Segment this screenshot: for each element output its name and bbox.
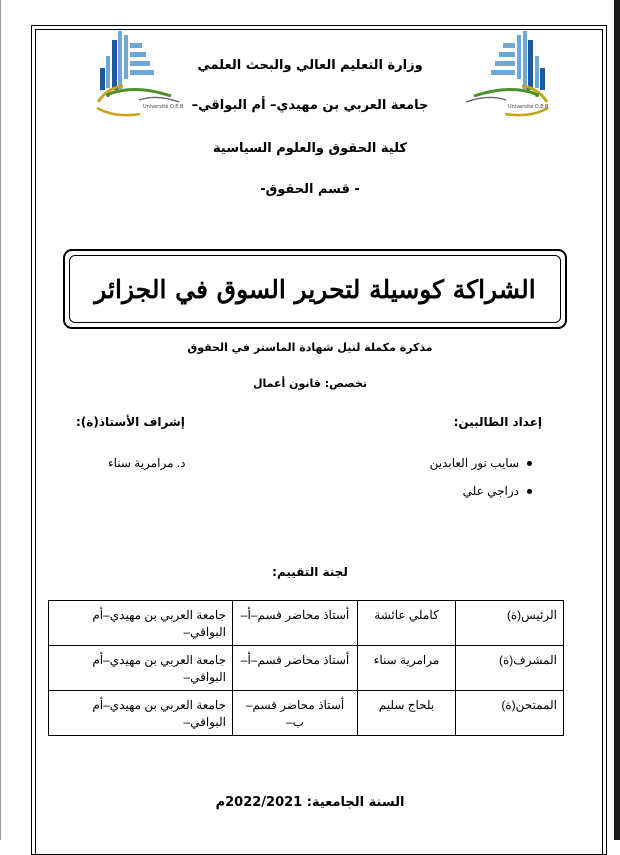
department-name: - قسم الحقوق- <box>260 182 360 197</box>
bullet-icon <box>527 489 532 494</box>
table-row <box>49 691 564 736</box>
student-name: دراجي علي <box>462 484 519 498</box>
committee-member-university: جامعة العربي بن مهيدي–أم البواقي– <box>49 601 233 646</box>
supervisor-label: إشراف الأستاذ(ة): <box>76 415 185 429</box>
committee-label: لجنة التقييم: <box>272 565 348 579</box>
page-edge-right <box>614 0 620 840</box>
committee-member-name: بلحاج سليم <box>358 691 456 736</box>
university-name: جامعة العربي بن مهيدي– أم البواقي– <box>191 98 429 113</box>
ministry-name: وزارة التعليم العالي والبحث العلمي <box>197 58 423 73</box>
committee-member-rank: أستاذ محاضر قسم–ب– <box>233 691 358 736</box>
thesis-title: الشراكة كوسيلة لتحرير السوق في الجزائر <box>94 274 536 304</box>
committee-table <box>48 600 564 736</box>
committee-member-rank: أستاذ محاضر قسم–أ– <box>233 646 358 691</box>
table-row <box>49 646 564 691</box>
committee-role: الممتحن(ة) <box>456 691 564 736</box>
committee-member-university: جامعة العربي بن مهيدي–أم البواقي– <box>49 691 233 736</box>
faculty-name: كلية الحقوق والعلوم السياسية <box>213 141 407 156</box>
committee-member-rank: أستاذ محاضر قسم–أ– <box>233 601 358 646</box>
committee-role: الرئيس(ة) <box>456 601 564 646</box>
logo-caption-right: Université O.E.B <box>508 104 549 110</box>
table-row <box>49 601 564 646</box>
students-label: إعداد الطالبين: <box>453 415 542 429</box>
title-box <box>63 249 567 329</box>
committee-member-name: مرامرية سناء <box>358 646 456 691</box>
title-box-inner <box>69 255 561 323</box>
thesis-specialization: تخصص: قانون أعمال <box>252 377 368 390</box>
committee-role: المشرف(ة) <box>456 646 564 691</box>
student-item <box>430 456 532 470</box>
student-name: سايب نور العابدين <box>429 456 519 470</box>
committee-member-name: كاملي عائشة <box>358 601 456 646</box>
page-edge-left <box>0 0 1 840</box>
academic-year: السنة الجامعية: 2022/2021م <box>215 795 405 810</box>
logo-caption-left: Université O.E.B <box>143 104 184 110</box>
bullet-icon <box>527 461 532 466</box>
thesis-subtitle: مذكرة مكملة لنيل شهادة الماستر في الحقوق <box>187 341 433 354</box>
committee-member-university: جامعة العربي بن مهيدي–أم البواقي– <box>49 646 233 691</box>
supervisor-name: د. مرامرية سناء <box>108 456 186 470</box>
student-item <box>463 484 532 498</box>
